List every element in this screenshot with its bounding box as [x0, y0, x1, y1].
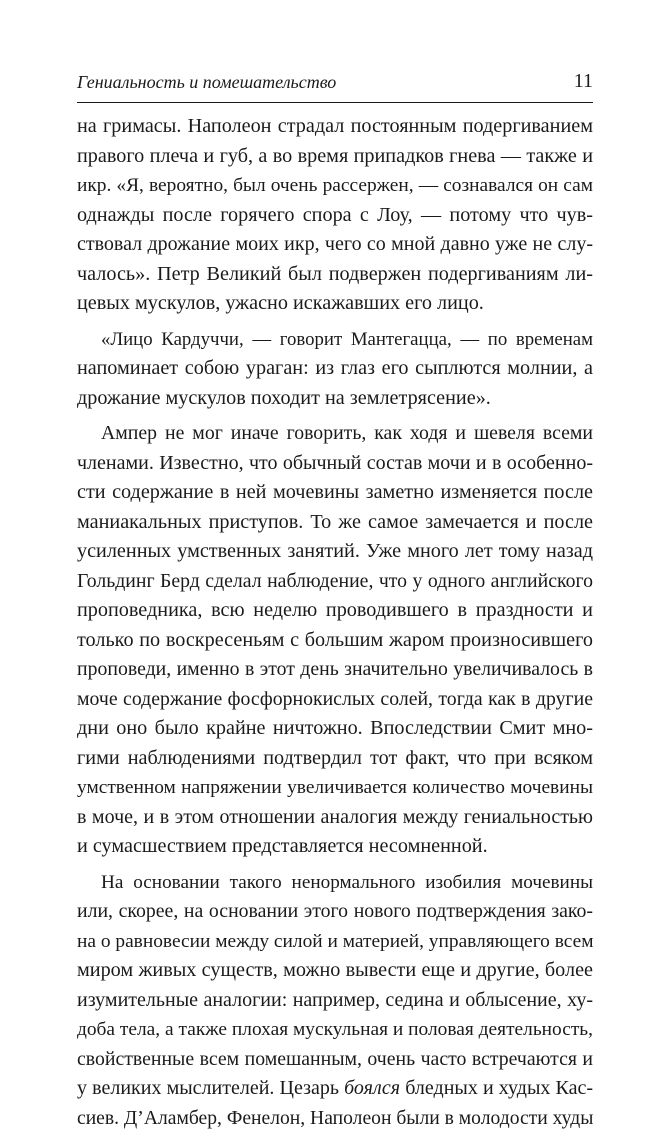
text-line: доба тела, а также плохая мускульная и половая деятельность, [77, 1019, 593, 1040]
text-line: дни оно было крайне ничтожно. Впоследствии Смит мно- [77, 717, 593, 739]
text-line: только по воскресеньям с большим жаром произносившего [77, 628, 593, 651]
text-line: на гримасы. Наполеон страдал постоянным подергиванием [77, 115, 593, 137]
text-line: моче содержание фосфорнокислых солей, тогда как в другие [77, 687, 593, 710]
text-line: маниакальных приступов. То же самое замечается и после [77, 510, 593, 533]
text-line: икр. «Я, вероятно, был очень рассержен, — сознавался он сам [77, 175, 593, 196]
paragraph-2 [77, 325, 593, 414]
text-line: на о равновесии между силой и материей, управляющего всем [77, 930, 594, 952]
text-line: умственном напряжении увеличивается количество мочевины [77, 777, 593, 798]
paragraph-3 [77, 419, 593, 862]
text-line: чалось». Петр Великий был подвержен подергиваниям ли- [77, 262, 593, 285]
text-line: и сумасшествием представляется несомненной. [77, 835, 488, 857]
page-number: 11 [573, 70, 593, 92]
emphasized-word: боялся [344, 1077, 401, 1099]
text-fragment: бледных и худых Кас- [405, 1077, 594, 1099]
text-line: Гольдинг Берд сделал наблюдение, что у одного английского [77, 569, 593, 592]
text-line: напоминает собою ураган: из глаз его сыплются молнии, а [77, 357, 593, 379]
text-line: Ампер не мог иначе говорить, как ходя и шевеля всеми [101, 422, 593, 444]
text-line: ствовал дрожание моих икр, чего со мной давно уже не слу- [77, 233, 593, 255]
body-text [77, 112, 593, 1139]
text-line: проповедника, всю неделю проводившего в праздности и [77, 599, 593, 621]
text-line: На основании такого ненормального изобилия мочевины [101, 871, 593, 893]
text-fragment: у великих мыслителей. Цезарь [77, 1077, 339, 1099]
text-line: сиев. Д’Аламбер, Фенелон, Наполеон были в молодости худы [77, 1107, 594, 1129]
text-line: миром живых существ, можно вывести еще и другие, более [77, 959, 593, 981]
text-line: в моче, и в этом отношении аналогия между гениальностью [77, 805, 593, 828]
text-line: однажды после горячего спора с Лоу, — потому что чув- [77, 203, 593, 226]
text-line: цевых мускулов, ужасно искажавших его лицо. [77, 292, 484, 314]
header-rule [77, 102, 593, 103]
text-line: изумительные аналогии: например, седина и облысение, ху- [77, 988, 593, 1011]
running-title: Гениальность и помешательство [77, 72, 337, 92]
text-line-with-emphasis [77, 1074, 593, 1104]
text-line: или, скорее, на основании этого нового подтверждения зако- [77, 900, 593, 922]
text-line: гими наблюдениями подтвердил тот факт, что при всяком [77, 746, 593, 769]
running-head [77, 70, 593, 98]
paragraph-1 [77, 112, 593, 319]
text-line: членами. Известно, что обычный состав мочи и в особенно- [77, 451, 593, 474]
text-line: правого плеча и губ, а во время припадков гнева — также и [77, 144, 593, 167]
paragraph-4 [77, 868, 593, 1134]
text-line: «Лицо Кардуччи, — говорит Мантегацца, — по временам [101, 328, 593, 350]
text-line: дрожание мускулов походит на землетрясение». [77, 386, 491, 409]
text-line: проповеди, именно в этот день значительно увеличивалось в [77, 658, 593, 680]
text-line: усиленных умственных занятий. Уже много лет тому назад [77, 540, 593, 562]
text-line: сти содержание в ней мочевины заметно изменяется после [77, 481, 593, 503]
text-line: свойственные всем помешанным, очень часто встречаются и [77, 1047, 593, 1070]
